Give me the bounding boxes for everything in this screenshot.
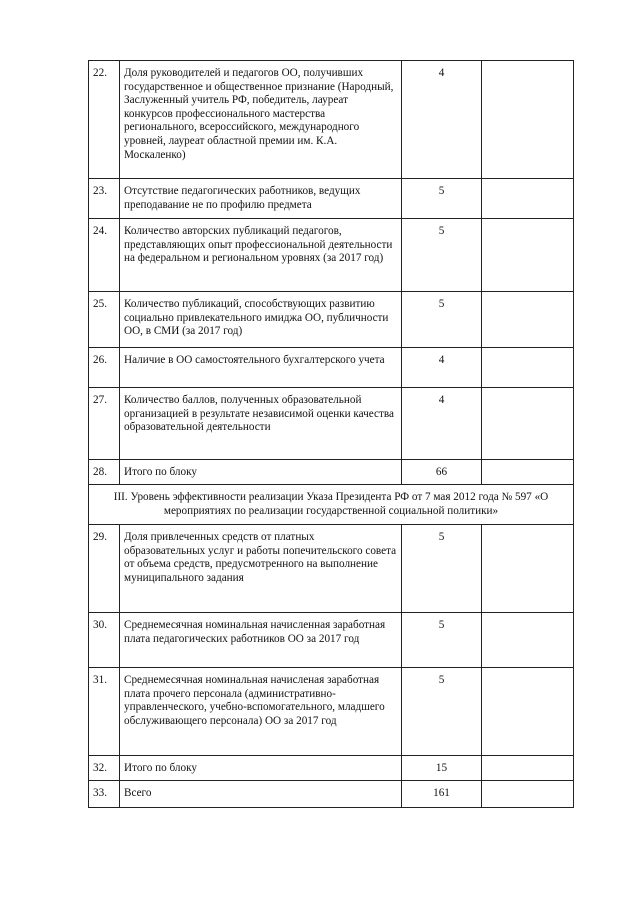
row-value: 5	[402, 219, 482, 292]
empty-cell	[482, 61, 574, 179]
section-heading: III. Уровень эффективности реализации Указа Президента РФ от 7 мая 2012 года № 597 «О мероприятиях по реализации государственной социальной политики»	[89, 485, 574, 525]
table-row	[89, 388, 574, 460]
row-value: 5	[402, 668, 482, 756]
row-number: 28.	[89, 460, 120, 485]
table-row	[89, 781, 574, 808]
table-row	[89, 179, 574, 219]
row-value: 5	[402, 292, 482, 348]
table-row	[89, 460, 574, 485]
table-row	[89, 525, 574, 613]
criteria-table	[88, 60, 574, 808]
empty-cell	[482, 460, 574, 485]
row-value: 5	[402, 613, 482, 668]
row-text: Всего	[120, 781, 402, 808]
row-text: Среднемесячная номинальная начисленая заработная плата прочего персонала (административно-управленческого, учебно-вспомогательного, младшего обслуживающего персонала) ОО за 2017 год	[120, 668, 402, 756]
row-value: 15	[402, 756, 482, 781]
row-text: Итого по блоку	[120, 756, 402, 781]
empty-cell	[482, 388, 574, 460]
row-value: 4	[402, 61, 482, 179]
table-row	[89, 668, 574, 756]
row-number: 25.	[89, 292, 120, 348]
table-row	[89, 613, 574, 668]
row-number: 30.	[89, 613, 120, 668]
row-number: 22.	[89, 61, 120, 179]
row-value: 4	[402, 388, 482, 460]
row-text: Наличие в ОО самостоятельного бухгалтерского учета	[120, 348, 402, 388]
table-row	[89, 219, 574, 292]
row-value: 5	[402, 179, 482, 219]
empty-cell	[482, 613, 574, 668]
row-number: 33.	[89, 781, 120, 808]
row-value: 4	[402, 348, 482, 388]
empty-cell	[482, 292, 574, 348]
row-number: 24.	[89, 219, 120, 292]
row-number: 27.	[89, 388, 120, 460]
row-text: Итого по блоку	[120, 460, 402, 485]
row-number: 23.	[89, 179, 120, 219]
row-text: Количество авторских публикаций педагогов, представляющих опыт профессиональной деятельности на федеральном и региональном уровнях (за 2017 год)	[120, 219, 402, 292]
row-text: Доля привлеченных средств от платных образовательных услуг и работы попечительского совета от объема средств, предусмотренного на выполнение муниципального задания	[120, 525, 402, 613]
empty-cell	[482, 781, 574, 808]
row-number: 29.	[89, 525, 120, 613]
table-row	[89, 61, 574, 179]
row-text: Среднемесячная номинальная начисленная заработная плата педагогических работников ОО за 2017 год	[120, 613, 402, 668]
empty-cell	[482, 525, 574, 613]
empty-cell	[482, 348, 574, 388]
table-row	[89, 348, 574, 388]
table-row	[89, 292, 574, 348]
row-text: Отсутствие педагогических работников, ведущих преподавание не по профилю предмета	[120, 179, 402, 219]
row-text: Доля руководителей и педагогов ОО, получивших государственное и общественное признание (Народный, Заслуженный учитель РФ, победитель, лауреат конкурсов профессионального мастерства регионального, всероссийского, международного уровней, лауреат областной премии им. К.А. Москаленко)	[120, 61, 402, 179]
row-value: 5	[402, 525, 482, 613]
row-value: 161	[402, 781, 482, 808]
row-value: 66	[402, 460, 482, 485]
empty-cell	[482, 756, 574, 781]
row-text: Количество публикаций, способствующих развитию социально привлекательного имиджа ОО, публичности ОО, в СМИ (за 2017 год)	[120, 292, 402, 348]
row-number: 26.	[89, 348, 120, 388]
row-number: 31.	[89, 668, 120, 756]
row-number: 32.	[89, 756, 120, 781]
empty-cell	[482, 219, 574, 292]
empty-cell	[482, 668, 574, 756]
row-text: Количество баллов, полученных образовательной организацией в результате независимой оценки качества образовательной деятельности	[120, 388, 402, 460]
section-row	[89, 485, 574, 525]
table-row	[89, 756, 574, 781]
empty-cell	[482, 179, 574, 219]
